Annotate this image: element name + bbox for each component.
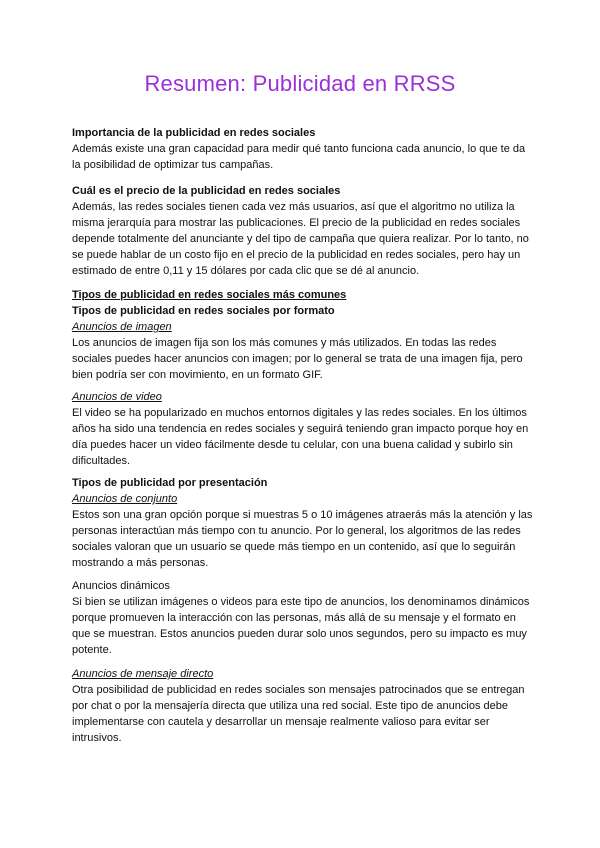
section-importancia [72,125,534,173]
label-conjunto: Anuncios de conjunto [72,493,178,505]
document-title: Resumen: Publicidad en RRSS [144,71,456,96]
text-mensaje: Otra posibilidad de publicidad en redes sociales son mensajes patrocinados que se entregan por chat o por la mensajería directa que utiliza una red social. Este tipo de anuncios debe implementarse con cautela y desarrollar un mensaje realmente valioso para evitar ser intrusivos. [72,684,525,744]
heading-formato: Tipos de publicidad en redes sociales por formato [72,305,335,317]
section-dinamicos [72,578,534,658]
text-precio: Además, las redes sociales tienen cada vez más usuarios, así que el algoritmo no utiliza la misma jerarquía para mostrar las publicaciones. El precio de la publicidad en redes sociales depende totalmente del anunciante y del tipo de campaña que quiera realizar. Por lo tanto, no se puede hablar de un costo fijo en el precio de la publicidad en redes sociales, pero hay un estimado de entre 0,11 y 15 dólares por cada clic que se dé al anuncio. [72,201,529,277]
section-mensaje [72,666,534,746]
text-dinamicos: Si bien se utilizan imágenes o videos para este tipo de anuncios, los denominamos dinámicos porque promueven la interacción con las personas, más allá de su mensaje y el formato en que se muestran. Estos anuncios pueden durar solo unos segundos, pero su impacto es muy potente. [72,596,530,656]
section-video [72,389,534,469]
label-mensaje: Anuncios de mensaje directo [72,668,214,680]
text-conjunto: Estos son una gran opción porque si muestras 5 o 10 imágenes atraerás más la atención y las personas interactúan más tiempo con tu anuncio. Por lo general, los algoritmos de las redes sociales valoran que un usuario se quede más tiempo en un contenido, así que lo seguirán mostrando a más personas. [72,509,533,569]
label-dinamicos: Anuncios dinámicos [72,580,170,592]
label-imagen: Anuncios de imagen [72,321,172,333]
section-presentacion [72,475,534,571]
heading-importancia: Importancia de la publicidad en redes sociales [72,127,316,139]
text-importancia: Además existe una gran capacidad para medir qué tanto funciona cada anuncio, lo que te da la posibilidad de optimizar tus campañas. [72,143,526,171]
text-imagen: Los anuncios de imagen fija son los más comunes y más utilizados. En todas las redes sociales puedes hacer anuncios con imagen; por lo general se trata de una imagen fija, pero bien podría ser con movimiento, en un formato GIF. [72,337,523,381]
heading-presentacion: Tipos de publicidad por presentación [72,477,268,489]
section-precio [72,183,534,279]
text-video: El video se ha popularizado en muchos entornos digitales y las redes sociales. En los últimos años ha sido una tendencia en redes sociales y seguirá teniendo gran impacto porque hoy en día puedes hacer un video fácilmente desde tu celular, con una buena calidad y subirlo sin dificultades. [72,407,529,467]
section-tipos [72,287,534,383]
label-video: Anuncios de video [72,391,162,403]
heading-precio: Cuál es el precio de la publicidad en redes sociales [72,185,341,197]
heading-tipos: Tipos de publicidad en redes sociales más comunes [72,289,347,301]
